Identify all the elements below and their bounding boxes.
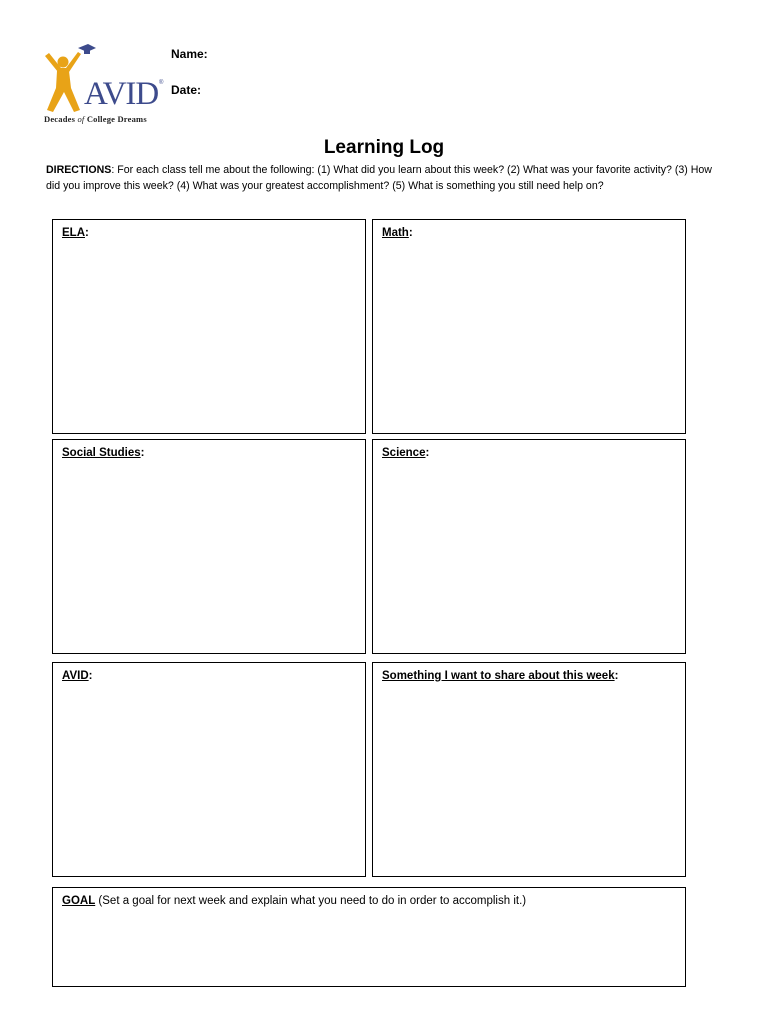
logo-wordmark: AVID <box>84 76 159 112</box>
avid-label: AVID: <box>62 670 93 682</box>
date-label: Date: <box>171 83 202 97</box>
logo-registered-mark: ® <box>159 80 164 86</box>
ela-box[interactable] <box>52 219 366 434</box>
name-label: Name: <box>171 47 208 61</box>
logo-tagline: Decades of College Dreams <box>44 114 147 124</box>
science-box[interactable] <box>372 439 686 654</box>
goal-label: GOAL (Set a goal for next week and explain what you need to do in order to accomplish it.) <box>62 895 527 907</box>
math-box[interactable] <box>372 219 686 434</box>
directions <box>46 163 726 194</box>
social-studies-box[interactable] <box>52 439 366 654</box>
science-label: Science: <box>382 447 430 459</box>
goal-box[interactable] <box>52 887 686 987</box>
goal-instructions: (Set a goal for next week and explain what you need to do in order to accomplish it.) <box>95 895 527 907</box>
avid-logo <box>40 42 166 126</box>
social-studies-label: Social Studies: <box>62 447 145 459</box>
math-label: Math: <box>382 227 413 239</box>
avid-box[interactable] <box>52 662 366 877</box>
directions-text: : For each class tell me about the following: (1) What did you learn about this week? (2) What was your favorite activity? (3) How did you improve this week? (4) What was your greatest accomplishment? (5) What is something you still need help on? <box>46 164 712 192</box>
page-title: Learning Log <box>323 137 445 158</box>
ela-label: ELA: <box>62 227 89 239</box>
share-label: Something I want to share about this week: <box>382 670 619 682</box>
directions-label: DIRECTIONS <box>46 164 112 176</box>
share-box[interactable] <box>372 662 686 877</box>
